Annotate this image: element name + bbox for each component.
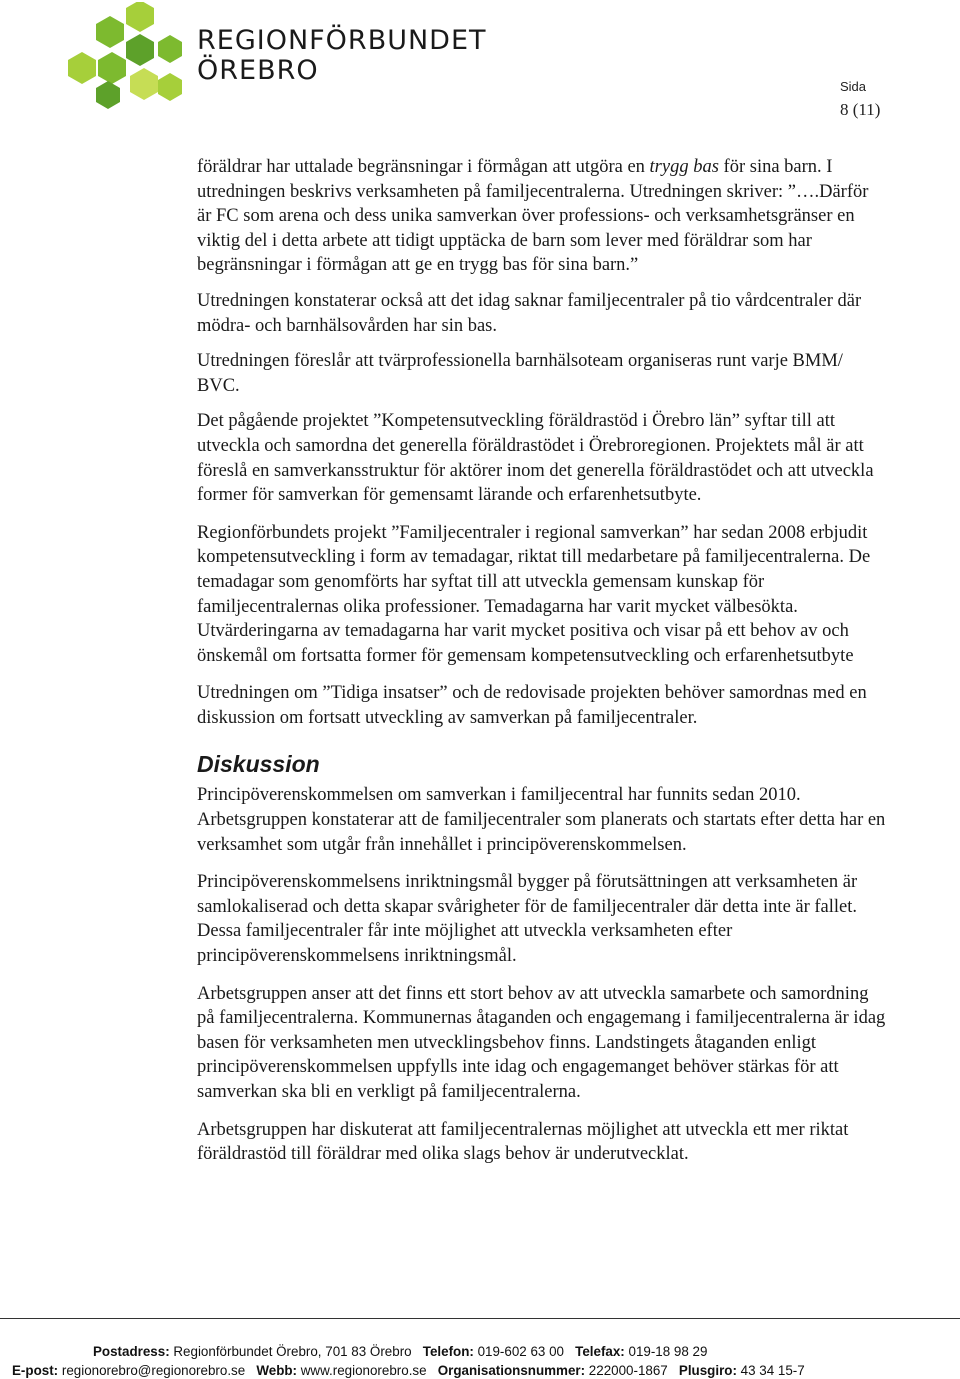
logo-line-1: REGIONFÖRBUNDET [197, 25, 487, 56]
footer-telefax: 019-18 98 29 [628, 1344, 708, 1359]
paragraph-5: Regionförbundets projekt ”Familjecentraler i regional samverkan” har sedan 2008 erbjudit kompetensutveckling i form av temadagar, riktat till medarbetare på familjecentralerna. De temadagar som genomförts har syftat till att utveckla gemensam kunskap för familjecentralernas olika professioner. Temadagarna har varit mycket välbesökta. Utvärderingarna av temadagarna har varit mycket positiva och visar på ett behov av och önskemål om fortsatta former för gemensam kompetensutveckling och erfarenhetsutbyte [197, 522, 871, 666]
section-heading: Diskussion [197, 751, 320, 778]
paragraph-2: Utredningen konstaterar också att det idag saknar familjecentraler på tio vårdcentraler där mödra- och barnhälsovården har sin bas. [197, 290, 862, 336]
footer-row-2: E-post: regionorebro@regionorebro.se Webb: www.regionorebro.se Organisationsnummer: 222000-1867 Plusgiro: 43 34 15-7 [12, 1363, 805, 1378]
footer-divider [0, 1318, 960, 1319]
footer-epost: regionorebro@regionorebro.se [61, 1363, 246, 1378]
page-header [0, 0, 960, 120]
footer-postadress: Regionförbundet Örebro, 701 83 Örebro [173, 1344, 412, 1359]
logo-line-2: ÖREBRO [197, 55, 319, 86]
footer-plusgiro: 43 34 15-7 [740, 1363, 805, 1378]
footer-telefon: 019-602 63 00 [477, 1344, 564, 1359]
paragraph-7: Principöverenskommelsen om samverkan i familjecentral har funnits sedan 2010. Arbetsgruppen konstaterar att de familjecentraler som planerats och startats efter detta har en verksamhet som utgår från innehållet i principöverenskommelsen. [197, 785, 886, 855]
paragraph-3: Utredningen föreslår att tvärprofessionella barnhälsoteam organiseras runt varje BMM/ BVC. [197, 351, 843, 396]
paragraph-1: föräldrar har uttalade begränsningar i förmågan att utgöra en trygg bas för sina barn. I utredningen beskrivs verksamheten på familjecentralerna. Utredningen skriver: ”….Därför är FC som arena och dess unika samverkan över professions- och verksamhetsgränser en viktig del i detta arbete att tidigt upptäcka de barn som lever med föräldrar som har begränsningar i förmågan att ge en trygg bas för sina barn.” [197, 157, 869, 276]
document-body [197, 155, 887, 1167]
paragraph-10: Arbetsgruppen har diskuterat att familjecentralernas möjlighet att utveckla ett mer riktat föräldrastöd till föräldrar med olika slags behov är underutvecklat. [197, 1119, 849, 1165]
paragraph-8: Principöverenskommelsens inriktningsmål bygger på förutsättningen att verksamheten är samlokaliserad och detta skapar svårigheter för de familjecentraler där detta inte är fallet. Dessa familjecentraler får inte möjlighet att utveckla verksamheten efter principöverenskommelsens inriktningsmål. [197, 872, 858, 967]
logo-wordmark [197, 26, 487, 86]
paragraph-4: Det pågående projektet ”Kompetensutveckling föräldrastöd i Örebro län” syftar till att utveckla och samordna det generella föräldrastödet i Örebroregionen. Projektets mål är att föreslå en samverkansstruktur för aktörer inom det generella föräldrastödet och att utveckla former för samverkan för gemensamt lärande och erfarenhetsutbyte. [197, 411, 874, 506]
paragraph-9: Arbetsgruppen anser att det finns ett stort behov av att utveckla samarbete och samordning på familjecentralerna. Kommunernas åtaganden och engagemang i familjecentralerna är idag basen för verksamheten men utvecklingsbehov finns. Landstingets åtaganden enligt principöverenskommelsen uppfylls inte idag och engagemanget behöver stärkas för att samverkan ska bli en verkligt på familjecentralerna. [197, 983, 886, 1102]
italic-phrase: trygg bas [649, 157, 719, 177]
page-label: Sida [840, 79, 867, 94]
logo-hexagons-icon [66, 2, 186, 110]
footer-row-1: Postadress: Regionförbundet Örebro, 701 83 Örebro Telefon: 019-602 63 00 Telefax: 019-18 98 29 [93, 1344, 708, 1359]
paragraph-6: Utredningen om ”Tidiga insatser” och de redovisade projekten behöver samordnas med en diskussion om fortsatt utveckling av samverkan på familjecentraler. [197, 683, 867, 728]
page-number: 8 (11) [840, 100, 881, 119]
footer-orgnr: 222000-1867 [588, 1363, 668, 1378]
footer-webb: www.regionorebro.se [300, 1363, 427, 1378]
